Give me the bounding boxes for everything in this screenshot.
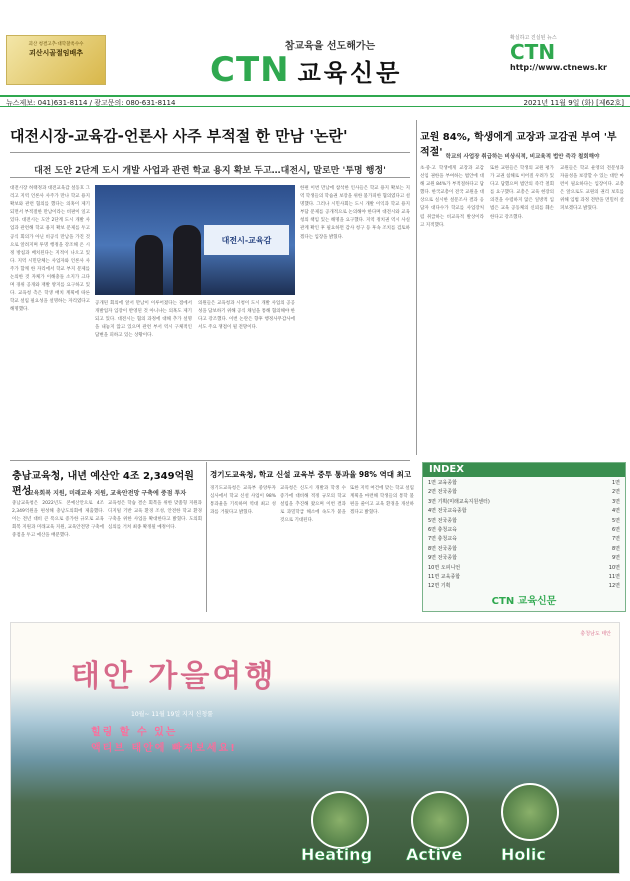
right-body-col2: 또한 교원들은 학생의 교원 평가가 교권 침해로 이어질 우려가 있다고 답했으며 법안의 즉각 철회를 요구했다. 교총은 교육 현장의 의견을 수렴하지 않은 일방적 입법은 교육 공동체의 신뢰를 훼손한다고 강조했다.: [490, 166, 554, 220]
index-row[interactable]: 1면 교육종합 1면: [428, 480, 620, 486]
lead-subheadline: 대전 도안 2단계 도시 개발 사업과 관련 학교 용지 확보 두고…대전시, 말로만 '투명 행정': [34, 166, 386, 176]
story2-subheadline: 교육회복 지원, 미래교육 지원, 교육안전망 구축에 중점 투자: [27, 490, 187, 497]
header-ad[interactable]: 괴산 청결고추·대학찰옥수수 괴산시골절임배추: [6, 35, 106, 85]
lead-photo: [95, 185, 295, 295]
story3-body-col3: 또한 지역 여건에 맞는 학교 설립 계획을 마련해 학생들의 통학 불편을 줄이고 교육 환경을 개선하겠다고 밝혔다.: [350, 486, 414, 516]
header-right-box: [510, 34, 624, 72]
index-row[interactable]: 9면 전국종합 9면: [428, 555, 620, 562]
index-title: INDEX: [423, 463, 625, 477]
ad-line3: 액티브 태안에 빠져보세요!: [91, 743, 237, 754]
ad-title: 태안 가을여행: [71, 659, 277, 694]
ad-photo-circle-3: [501, 783, 559, 841]
index-row[interactable]: 12면 기획 12면: [428, 583, 620, 590]
index-row[interactable]: 3면 기획(미래교육지원센터) 3면: [428, 498, 620, 505]
ad-line2: 힐링 할 수 있는: [91, 727, 178, 738]
index-row[interactable]: 4면 전국교육종합 4면: [428, 508, 620, 515]
header-right-slogan: 확실하고 진실된 뉴스: [510, 35, 557, 41]
index-row[interactable]: 7면 충청교육 7면: [428, 536, 620, 543]
index-footer-logo: CTN 교육신문: [491, 596, 557, 607]
index-row[interactable]: 8면 전국종합 8면: [428, 545, 620, 552]
right-top-headline[interactable]: 교원 84%, 학생에게 교장과 교감권 부여 '부적절': [420, 132, 617, 158]
story3-headline[interactable]: 경기도교육청, 학교 신설 교육부 중투 통과율 98% 역대 최고: [210, 470, 412, 479]
logo-ctn: CTN: [210, 50, 290, 90]
index-row[interactable]: 11면 교육종합 11면: [428, 574, 620, 581]
ad-line1: 10월~ 11월 19일 지지 신청률: [131, 711, 213, 718]
lead-body-col2: 공개된 회의에 앞서 만남이 이루어졌다는 점에서 개발업자 입장이 반영된 것 아니냐는 의혹도 제기되고 있다. 대전시는 협의 과정에 대해 추가 설명을 내놓지 않고 있으며 관련 부서 역시 구체적인 답변을 피하고 있는 상황이다.: [95, 301, 192, 339]
lead-body-col1: 대전시장 허태정과 대전교육감 설동호 그리고 지역 언론사 사주가 만나 학교 용지 확보와 관련 협의를 했다는 의혹이 제기되면서 부적절한 만남이라는 비판이 일고 있다. 대전시는 도안 2단계 도시 개발 사업과 관련해 학교 용지 확보 문제를 두고 공식 회의가 아닌 비공식 만남을 가진 것으로 알려지며 투명 행정을 강조해 온 시정 방침과 배치된다는 지적이 나오고 있다. 지역 시민단체는 사업자와 언론사 사주가 함께 한 자리에서 학교 부지 문제를 논의한 것 자체가 이해충돌 소지가 크다며 경위 공개와 재발 방지를 요구하고 있다. 교육청 측은 학생 배치 계획에 따른 학교 설립 필요성을 설명하는 자리였다고 해명했다.: [10, 186, 90, 313]
index-row[interactable]: 6면 충청교육 6면: [428, 527, 620, 534]
story3-body-col1: 경기도교육청은 교육부 중앙투자심사에서 학교 신설 사업이 98% 통과율을 기록하며 역대 최고 성과를 거뒀다고 밝혔다.: [210, 486, 276, 516]
lead-headline[interactable]: 대전시장-교육감-언론사 사주 부적절 한 만남 '논란': [10, 127, 348, 145]
ad-label-holic: Holic: [501, 845, 546, 864]
header-ad-title: 괴산시골절임배추: [28, 49, 84, 57]
issue-date: 2021년 11월 9일 (화) [제62호]: [523, 99, 624, 107]
story2-body-col1: 충남교육청은 2022년도 본예산안으로 4조 2,349억원을 편성해 충남도의회에 제출했다. 이는 전년 대비 큰 폭으로 증가한 규모로 교육회복 지원과 미래교육 지원, 교육안전망 구축에 중점을 두고 예산을 배분했다.: [12, 501, 104, 539]
masthead-tagline: 참교육을 선도해가는: [284, 41, 376, 52]
right-body-col3: 교원들은 학교 운영의 전문성과 자율성을 보장할 수 있는 대안 마련이 필요하다는 입장이다. 교총은 앞으로도 교원의 권리 보호를 위해 입법 과정 전반을 면밀히 살펴보겠다고 밝혔다.: [560, 166, 624, 212]
info-bar: [0, 95, 630, 107]
masthead-logo[interactable]: [210, 50, 440, 90]
tourism-ad[interactable]: [10, 622, 620, 874]
index-row[interactable]: 2면 전국종합 2면: [428, 489, 620, 496]
site-url[interactable]: http://www.ctnews.kr: [510, 63, 607, 72]
contact-info: 뉴스제보: 041)631-8114 / 광고문의: 080-631-8114: [6, 99, 176, 107]
ad-emblem: 충청남도 태안: [580, 631, 611, 637]
ad-photo-circle-2: [411, 791, 469, 849]
right-top-subheadline: 학교의 사업장 취급하는 비상식적, 비교육적 법안 즉각 철회해야: [445, 154, 600, 160]
ad-label-active: Active: [406, 845, 463, 864]
story2-headline[interactable]: 충남교육청, 내년 예산안 4조 2,349억원 편성: [12, 471, 194, 497]
story3-body-col2: 교육청은 신도시 개발과 학생 수 증가에 대비해 적정 규모의 학교 설립을 추진해 왔으며 이번 결과로 과밀학급 해소에 속도가 붙을 것으로 기대된다.: [280, 486, 346, 524]
story2-body-col2: 교육청은 학습 결손 회복을 위한 맞춤형 지원과 디지털 기반 교육 환경 조성, 안전한 학교 환경 구축을 위한 사업을 확대한다고 밝혔다. 도의회 심의를 거쳐 최종 확정될 예정이다.: [108, 501, 202, 531]
photo-banner-text: 대전시-교육감: [204, 225, 289, 255]
index-box: [422, 462, 626, 612]
index-row[interactable]: 10면 오피니언 10면: [428, 564, 620, 571]
index-row[interactable]: 5면 전국종합 5면: [428, 517, 620, 524]
right-body-col1: 초·중·고 학생에게 교장과 교감 선임 권한을 부여하는 법안에 대해 교원 84%가 부적절하다고 답했다. 한국교총이 전국 교원을 대상으로 실시한 설문조사 결과 응답자 대다수가 학교를 사업장처럼 취급하는 비교육적 발상이라고 지적했다.: [420, 166, 484, 228]
logo-korean: 교육신문: [297, 58, 403, 87]
header-right-logo: CTN: [510, 40, 556, 64]
ad-label-heating: Heating: [301, 845, 373, 864]
ad-photo-circle-1: [311, 791, 369, 849]
lead-body-col4: 한편 이번 만남에 참석한 인사들은 학교 용지 확보는 지역 학생들의 학습권 보장을 위한 불가피한 협의였다고 설명했다. 그러나 시민사회는 도시 개발 이익과 학교 용지 부담 문제를 공개적으로 논의해야 한다며 대전시와 교육청의 책임 있는 해명을 요구했다. 지역 정치권 역시 사실관계 확인 후 필요하면 감사 청구 등 후속 조치를 검토하겠다는 입장을 밝혔다.: [300, 186, 410, 240]
lead-body-col3: 의원들은 교육청과 시청이 도시 개발 사업의 공공성을 담보하기 위해 공식 채널을 통해 협의해야 한다고 강조했다. 이번 논란은 향후 행정사무감사에서도 주요 쟁점이 될 전망이다.: [198, 301, 295, 331]
